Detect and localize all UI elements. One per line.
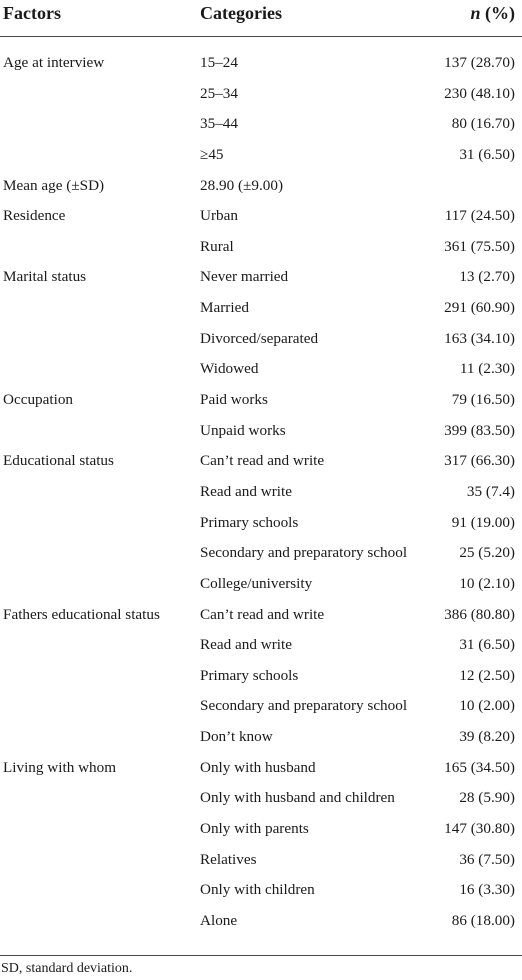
factor-cell: Occupation — [3, 391, 74, 409]
category-cell: Alone — [200, 911, 238, 929]
category-cell: Don’t know — [200, 728, 273, 746]
category-cell: Can’t read and write — [200, 605, 325, 623]
table-row — [0, 140, 522, 171]
category-cell: Married — [200, 299, 249, 317]
value-cell: 79 (16.50) — [451, 391, 515, 409]
table-row — [0, 753, 522, 784]
value-cell: 165 (34.50) — [444, 758, 515, 776]
header-percent: (%) — [480, 3, 515, 23]
factor-cell: Residence — [3, 207, 66, 225]
category-cell: Read and write — [200, 636, 292, 654]
table-row — [0, 385, 522, 416]
category-cell: 28.90 (±9.00) — [200, 176, 283, 194]
factor-cell: Educational status — [3, 452, 114, 470]
table-row — [0, 109, 522, 140]
table-row — [0, 201, 522, 232]
table-row — [0, 538, 522, 569]
category-cell: 35–44 — [200, 115, 238, 133]
factor-cell: Mean age (±SD) — [3, 176, 105, 194]
factor-cell: Fathers educational status — [3, 605, 160, 623]
table-row — [0, 630, 522, 661]
table-row — [0, 722, 522, 753]
category-cell: Never married — [200, 268, 289, 286]
value-cell: 28 (5.90) — [459, 789, 515, 807]
value-cell: 31 (6.50) — [459, 636, 515, 654]
value-cell: 13 (2.70) — [459, 268, 515, 286]
value-cell: 39 (8.20) — [459, 728, 515, 746]
table-row — [0, 508, 522, 539]
table-row — [0, 691, 522, 722]
header-categories: Categories — [200, 3, 282, 23]
table-row — [0, 48, 522, 79]
category-cell: Relatives — [200, 850, 257, 868]
value-cell: 117 (24.50) — [444, 207, 515, 225]
table-row — [0, 845, 522, 876]
category-cell: Read and write — [200, 482, 292, 500]
table-row — [0, 600, 522, 631]
category-cell: Only with children — [200, 881, 315, 899]
category-cell: Primary schools — [200, 513, 299, 531]
value-cell: 36 (7.50) — [459, 850, 515, 868]
category-cell: Only with parents — [200, 820, 309, 838]
table-row — [0, 569, 522, 600]
category-cell: Secondary and preparatory school — [200, 697, 408, 715]
category-cell: Paid works — [200, 391, 268, 409]
value-cell: 361 (75.50) — [444, 237, 515, 255]
header-rule — [0, 36, 522, 37]
value-cell: 230 (48.10) — [444, 84, 515, 102]
value-cell: 147 (30.80) — [444, 820, 515, 838]
value-cell: 91 (19.00) — [451, 513, 515, 531]
category-cell: Urban — [200, 207, 238, 225]
value-cell: 35 (7.4) — [466, 482, 515, 500]
category-cell: Secondary and preparatory school — [200, 544, 408, 562]
factor-cell: Age at interview — [3, 54, 105, 71]
header-n-percent — [470, 3, 515, 24]
bottom-rule — [0, 955, 522, 956]
value-cell: 386 (80.80) — [444, 605, 515, 623]
category-cell: Divorced/separated — [200, 329, 319, 347]
value-cell: 317 (66.30) — [444, 452, 515, 470]
value-cell: 10 (2.00) — [459, 697, 515, 715]
table-header — [0, 0, 522, 30]
table-row — [0, 477, 522, 508]
value-cell: 10 (2.10) — [459, 574, 515, 592]
value-cell: 86 (18.00) — [451, 911, 515, 929]
category-cell: ≥45 — [200, 145, 224, 163]
value-cell: 11 (2.30) — [459, 360, 515, 378]
category-cell: Widowed — [200, 360, 259, 378]
value-cell: 399 (83.50) — [444, 421, 515, 439]
category-cell: 15–24 — [200, 54, 238, 71]
category-cell: Primary schools — [200, 666, 299, 684]
value-cell: 137 (28.70) — [444, 54, 515, 71]
value-cell: 291 (60.90) — [444, 299, 515, 317]
category-cell: Unpaid works — [200, 421, 286, 439]
value-cell: 25 (5.20) — [459, 544, 515, 562]
value-cell: 16 (3.30) — [459, 881, 515, 899]
category-cell: Only with husband and children — [200, 789, 395, 807]
table-row — [0, 324, 522, 355]
factor-cell: Marital status — [3, 268, 87, 286]
value-cell: 163 (34.10) — [444, 329, 515, 347]
header-factors: Factors — [3, 3, 61, 23]
footnote: SD, standard deviation. — [1, 961, 133, 976]
table-row — [0, 446, 522, 477]
table-row — [0, 814, 522, 845]
table-row — [0, 354, 522, 385]
category-cell: Only with husband — [200, 758, 316, 776]
table-row — [0, 171, 522, 202]
category-cell: 25–34 — [200, 84, 238, 102]
value-cell: 80 (16.70) — [451, 115, 515, 133]
table-row — [0, 416, 522, 447]
value-cell: 12 (2.50) — [459, 666, 515, 684]
table-row — [0, 79, 522, 110]
value-cell: 31 (6.50) — [459, 145, 515, 163]
table-row — [0, 661, 522, 692]
category-cell: Rural — [200, 237, 234, 255]
table-row — [0, 293, 522, 324]
table-row — [0, 262, 522, 293]
category-cell: Can’t read and write — [200, 452, 325, 470]
category-cell: College/university — [200, 574, 313, 592]
table-row — [0, 232, 522, 263]
table-row — [0, 875, 522, 906]
table-body — [0, 48, 522, 937]
header-n: n — [470, 3, 481, 23]
factor-cell: Living with whom — [3, 758, 117, 776]
table-row — [0, 906, 522, 937]
table-row — [0, 783, 522, 814]
